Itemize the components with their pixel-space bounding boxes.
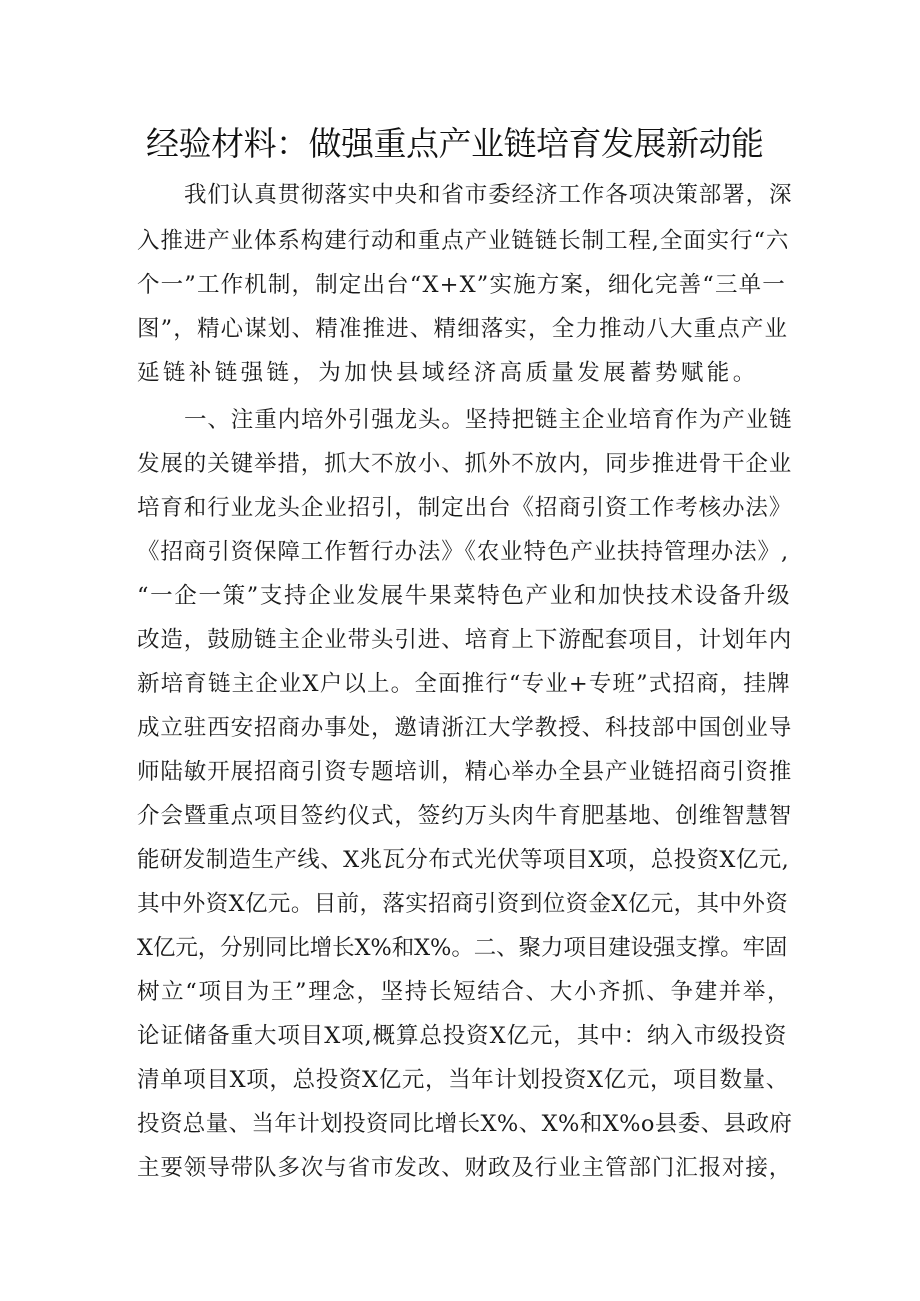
paragraph-line: X亿元，分别同比增长X%和X%。二、聚力项目建设强支撑。牢固	[137, 935, 788, 961]
paragraph-line: 投资总量、当年计划投资同比增长X%、X%和X%o县委、县政府	[137, 1111, 793, 1137]
paragraph-line: 其中外资X亿元。目前，落实招商引资到位资金X亿元，其中外资	[137, 891, 789, 917]
paragraph-line: 《招商引资保障工作暂行办法》《农业特色产业扶持管理办法》,	[137, 539, 790, 565]
paragraph-line: 图”，精心谋划、精准推进、精细落实，全力推动八大重点产业	[137, 316, 789, 342]
paragraph-line: 我们认真贯彻落实中央和省市委经济工作各项决策部署，深	[184, 182, 793, 208]
paragraph-line: 改造，鼓励链主企业带头引进、培育上下游配套项目，计划年内	[137, 627, 793, 653]
paragraph-line: “一企一策”支持企业发展牛果菜特色产业和加快技术设备升级	[137, 583, 792, 609]
paragraph-line: 发展的关键举措，抓大不放小、抓外不放内，同步推进骨干企业	[137, 451, 793, 477]
document-title: 经验材料：做强重点产业链培育发展新动能	[146, 124, 764, 163]
paragraph-line: 主要领导带队多次与省市发改、财政及行业主管部门汇报对接，	[137, 1155, 793, 1181]
paragraph-line: 树立“项目为王”理念，坚持长短结合、大小齐抓、争建并举，	[137, 979, 792, 1005]
paragraph-line: 能研发制造生产线、X兆瓦分布式光伏等项目X项，总投资X亿元,	[137, 847, 790, 873]
paragraph-line: 个一”工作机制，制定出台“X+X”实施方案，细化完善“三单一	[137, 272, 786, 298]
paragraph-line: 师陆敏开展招商引资专题培训，精心举办全县产业链招商引资推	[137, 759, 793, 785]
paragraph-line: 入推进产业体系构建行动和重点产业链链长制工程,全面实行“六	[137, 228, 790, 254]
paragraph-line: 新培育链主企业X户以上。全面推行“专业+专班”式招商，挂牌	[137, 671, 791, 697]
paragraph-line: 一、注重内培外引强龙头。坚持把链主企业培育作为产业链	[184, 407, 793, 433]
paragraph-line: 论证储备重大项目X项,概算总投资X亿元，其中：纳入市级投资	[137, 1023, 788, 1049]
paragraph-line: 介会暨重点项目签约仪式，签约万头肉牛育肥基地、创维智慧智	[137, 803, 793, 829]
paragraph-line: 成立驻西安招商办事处，邀请浙江大学教授、科技部中国创业导	[137, 715, 793, 741]
paragraph-line: 延链补链强链，为加快县域经济高质量发展蓄势赋能。	[137, 360, 759, 386]
paragraph-line: 培育和行业龙头企业招引，制定出台《招商引资工作考核办法》	[137, 495, 793, 521]
paragraph-line: 清单项目X项，总投资X亿元，当年计划投资X亿元，项目数量、	[137, 1067, 789, 1093]
